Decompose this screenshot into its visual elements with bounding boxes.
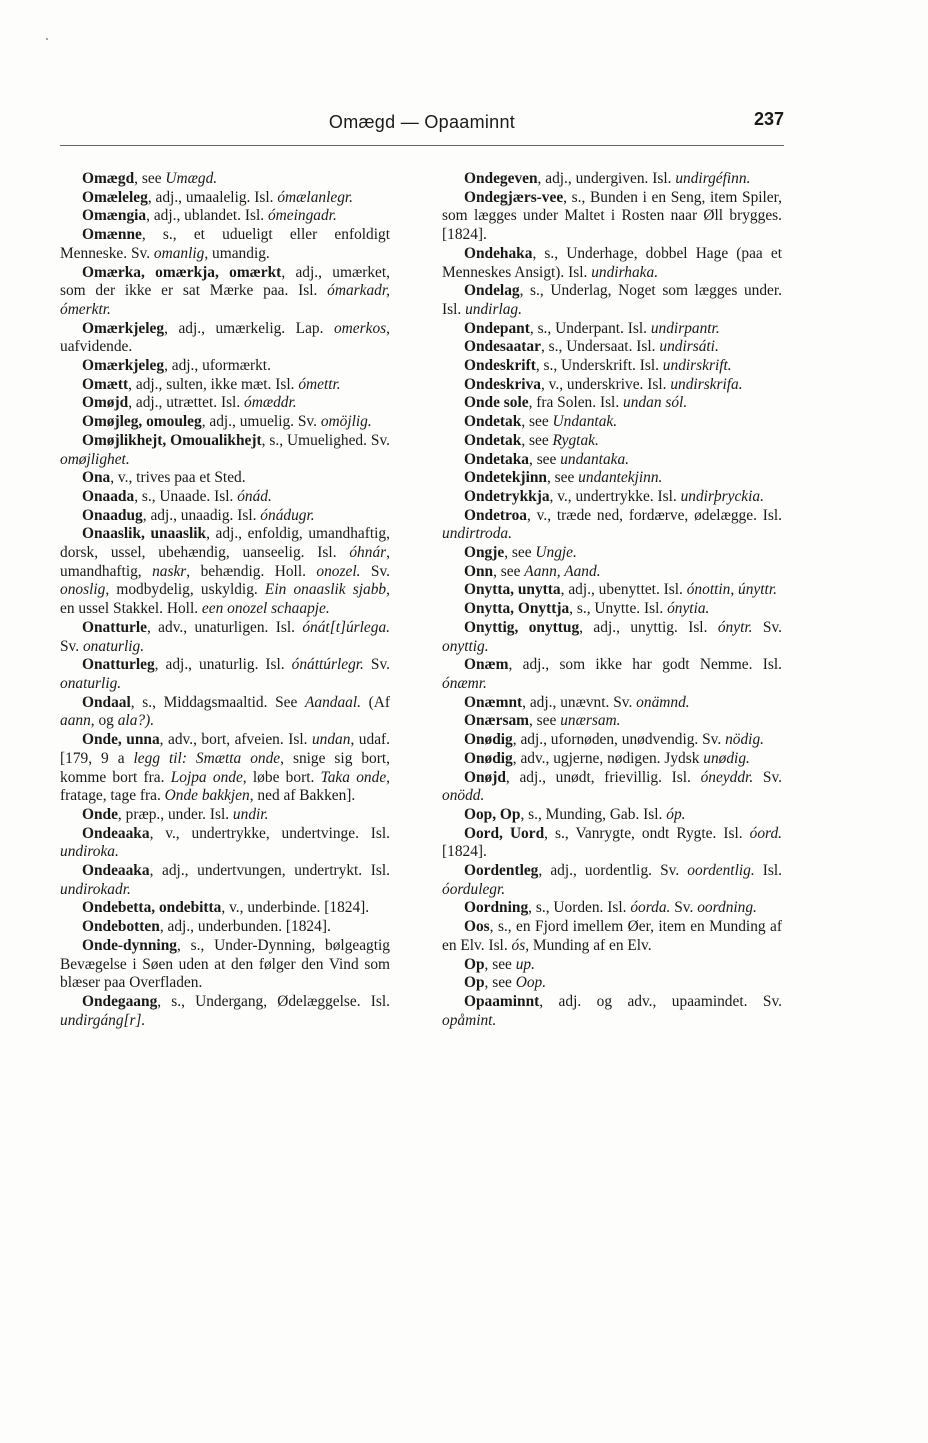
entry-italic: opåmint. — [442, 1011, 497, 1029]
entry-headword: Omøjd — [82, 394, 129, 412]
entry-headword: Onødig — [464, 731, 513, 749]
entry-text: , adj., uformærkt. — [164, 357, 271, 375]
entry-italic: Rygtak. — [552, 431, 599, 449]
entry-text: , s., Unaade. Isl. — [134, 487, 238, 505]
entry-headword: Ondetrykkja — [464, 487, 550, 505]
entry-headword: Ondegeven — [464, 170, 538, 187]
entry-italic: ós — [511, 936, 526, 954]
entry-text: , s., Undergang, Ødelæggelse. Isl. — [157, 992, 390, 1010]
entry-headword: Ondehaka — [464, 244, 533, 262]
entry-text: , adj., undergiven. Isl. — [537, 170, 676, 187]
entry-text: , fratage, tage fra. — [60, 768, 391, 805]
dictionary-entry — [442, 918, 782, 955]
entry-text: , adj., undertvungen, undertrykt. Isl. — [149, 862, 390, 880]
entry-italic: óord. — [749, 824, 782, 842]
entry-italic: Lojpa onde — [170, 768, 243, 786]
entry-headword: Omængia — [82, 207, 147, 225]
entry-text: , see — [546, 469, 579, 487]
dictionary-entry — [442, 619, 782, 656]
entry-italic: onödd. — [442, 787, 485, 805]
entry-headword: Omøjleg, omouleg — [82, 413, 202, 431]
entry-headword: Ondegaang — [82, 992, 158, 1010]
entry-headword: Onødig — [464, 749, 513, 767]
entry-italic: omøjlighet. — [60, 450, 130, 468]
entry-italic: undirtroda. — [442, 525, 512, 543]
entry-headword: Onde-dynning — [82, 936, 177, 954]
entry-italic: Oop. — [515, 974, 547, 992]
entry-headword: Onaadug — [82, 506, 143, 524]
entry-italic: ónád. — [237, 487, 272, 505]
entry-text: , en ussel Stakkel. Holl. — [60, 581, 390, 618]
entry-text: , s., Middagsmaaltid. See — [130, 693, 305, 711]
entry-italic: undirgéfinn. — [675, 170, 751, 187]
dictionary-entry — [60, 507, 390, 526]
dictionary-entry — [60, 993, 390, 1030]
entry-text: , v., undertrykke. Isl. — [549, 487, 681, 505]
dictionary-entry — [442, 376, 782, 395]
entry-headword: Onatturleg — [82, 656, 155, 674]
dictionary-entry — [442, 451, 782, 470]
entry-text: , v., underskrive. Isl. — [540, 375, 671, 393]
entry-italic: onaturlig. — [60, 674, 122, 692]
dictionary-entry — [442, 432, 782, 451]
entry-italic: naskr — [152, 562, 187, 580]
entry-text: (Af — [360, 693, 390, 711]
entry-text: , uafvidende. — [60, 319, 390, 356]
page-number: 237 — [753, 109, 784, 129]
left-column — [60, 170, 390, 1030]
entry-headword: Omærka, omærkja, omærkt — [82, 263, 282, 281]
dictionary-entry — [442, 750, 782, 769]
entry-text: [1824]. — [442, 843, 487, 861]
entry-text: , og — [90, 712, 118, 730]
entry-italic: óneyddr. — [700, 768, 754, 786]
entry-headword: Onæm — [464, 656, 509, 674]
entry-headword: Ondepant — [464, 319, 530, 337]
entry-headword: Onatturle — [82, 618, 147, 636]
dictionary-entry — [60, 170, 390, 189]
header-rule — [60, 145, 784, 146]
entry-headword: Omæleleg — [82, 188, 148, 206]
entry-italic: undiroka. — [60, 843, 119, 861]
entry-text: , ned af Bakken]. — [249, 787, 356, 805]
dictionary-entry — [442, 245, 782, 282]
entry-italic: onozel. — [316, 562, 361, 580]
entry-headword: Onærsam — [464, 712, 529, 730]
dictionary-entry — [442, 899, 782, 918]
right-column — [442, 170, 782, 1030]
entry-text: , see — [521, 413, 553, 431]
dictionary-entry — [442, 731, 782, 750]
entry-headword: Ondegjærs-vee — [464, 188, 564, 206]
entry-text: Sv. — [670, 899, 698, 917]
dictionary-entry — [442, 993, 782, 1030]
entry-italic: ómæddr. — [244, 394, 297, 412]
entry-italic: undirpantr. — [650, 319, 720, 337]
entry-italic: Onde bakkjen — [164, 787, 250, 805]
entry-text: , adj., umaalelig. Isl. — [147, 188, 278, 206]
entry-italic: Ungje. — [535, 544, 577, 562]
entry-headword: Onytta, Onyttja — [464, 600, 570, 618]
entry-headword: Op — [464, 955, 485, 973]
dictionary-entry — [442, 563, 782, 582]
dictionary-entry — [60, 394, 390, 413]
dictionary-entry — [442, 469, 782, 488]
entry-headword: Omænne — [82, 226, 142, 244]
dictionary-entry — [442, 320, 782, 339]
entry-italic: omöjlig. — [320, 413, 372, 431]
entry-headword: Onytta, unytta — [464, 581, 561, 599]
entry-text: , s., Under-Dynning, bølgeagtig Bevægelse i Søen uden at den følger den Vind som blæser paa Overfladen. — [60, 936, 390, 992]
entry-headword: Ondebetta, ondebitta — [82, 899, 222, 917]
entry-text: , s., et udueligt eller enfoldigt Menneske. Sv. — [60, 226, 390, 262]
dictionary-entry — [442, 656, 782, 693]
entry-text: , adj., underbunden. [1824]. — [159, 918, 331, 936]
entry-text: , v., underbinde. [1824]. — [221, 899, 370, 917]
entry-text: , adj., umærkelig. Lap. — [164, 319, 334, 337]
entry-text: , see — [484, 955, 516, 973]
entry-headword: Ondetak — [464, 413, 522, 431]
entry-italic: ómettr. — [298, 375, 341, 393]
entry-text: , fra Solen. Isl. — [528, 394, 624, 412]
entry-headword: Onn — [464, 562, 494, 580]
entry-italic: ómælanlegr. — [277, 188, 354, 206]
entry-text: Isl. — [754, 862, 782, 880]
entry-text: , adj., uordentlig. Sv. — [538, 862, 688, 880]
entry-text: , s., Vanrygte, ondt Rygte. Isl. — [544, 824, 750, 842]
entry-italic: óhnár — [349, 544, 387, 562]
entry-headword: Omægd — [82, 170, 135, 187]
entry-text: , s., Bunden i en Seng, item Spiler, som lægges under Maltet i Rosten naar Øll brygges. [1824]. — [442, 188, 782, 244]
entry-headword: Opaaminnt — [464, 992, 540, 1010]
entry-italic: undan sól. — [623, 394, 688, 412]
entry-italic: óp. — [666, 805, 686, 823]
entry-headword: Ondeskrift — [464, 357, 536, 375]
dictionary-entry — [442, 694, 782, 713]
entry-italic: oordning. — [697, 899, 757, 917]
entry-italic: undirhaka. — [591, 263, 659, 281]
dictionary-entry — [442, 394, 782, 413]
entry-italic: undirlag. — [465, 300, 522, 318]
entry-headword: Op — [464, 974, 485, 992]
entry-text: , adj., ublandet. Isl. — [146, 207, 268, 225]
entry-headword: Onæmnt — [464, 693, 523, 711]
dictionary-entry — [60, 357, 390, 376]
entry-text: , see — [521, 431, 553, 449]
entry-text: , see — [134, 170, 166, 187]
entry-italic: oordentlig. — [687, 862, 755, 880]
entry-text: , adj., unævnt. Sv. — [522, 693, 637, 711]
entry-text: , s., Underpant. Isl. — [529, 319, 651, 337]
entry-text: , adj., ufornøden, unødvendig. Sv. — [512, 731, 726, 749]
entry-italic: ómeingadr. — [267, 207, 337, 225]
dictionary-entry — [60, 694, 390, 731]
entry-headword: Onaaslik, unaaslik — [82, 525, 207, 543]
entry-headword: Onde — [82, 805, 118, 823]
entry-headword: Ondetroa — [464, 506, 527, 524]
entry-italic: undantekjinn. — [578, 469, 663, 487]
entry-headword: Oord, Uord — [464, 824, 545, 842]
entry-italic: ónæmr. — [442, 674, 487, 692]
dictionary-entry — [442, 600, 782, 619]
entry-italic: undirokadr. — [60, 880, 131, 898]
entry-italic: Aann, Aand. — [524, 562, 601, 580]
dictionary-entry — [442, 956, 782, 975]
entry-text: , s., Munding, Gab. Isl. — [520, 805, 667, 823]
entry-headword: Ondeaaka — [82, 824, 150, 842]
entry-text: , præp., under. Isl. — [117, 805, 233, 823]
entry-text: , see — [484, 974, 516, 992]
entry-text: , s., Umuelighed. Sv. — [261, 431, 390, 449]
entry-text: , adv., bort, afveien. Isl. — [159, 731, 312, 749]
dictionary-entry — [442, 170, 782, 189]
entry-headword: Ondebotten — [82, 918, 160, 936]
entry-italic: onyttig. — [442, 637, 489, 655]
entry-italic: Taka onde — [320, 768, 387, 786]
dictionary-entry — [60, 226, 390, 263]
entry-headword: Ondetekjinn — [464, 469, 547, 487]
dictionary-entry — [60, 189, 390, 208]
entry-text: , adv., unaturligen. Isl. — [146, 618, 303, 636]
entry-text: , v., træde ned, fordærve, ødelægge. Isl. — [527, 506, 782, 524]
entry-text: , adj., unaturlig. Isl. — [154, 656, 292, 674]
entry-italic: up. — [515, 955, 535, 973]
entry-italic: ónottin, únyttr. — [686, 581, 777, 599]
entry-text: , adv., ugjerne, nødigen. Jydsk — [512, 749, 704, 767]
entry-italic: onoslig — [60, 581, 106, 599]
dictionary-entry — [442, 282, 782, 319]
entry-headword: Omætt — [82, 375, 129, 393]
dictionary-entry — [60, 918, 390, 937]
entry-text: , adj., enfoldig, umandhaftig, dorsk, ussel, ubehændig, uanseelig. Isl. — [60, 525, 390, 562]
entry-headword: Ondeskriva — [464, 375, 541, 393]
entry-italic: ónádugr. — [260, 506, 315, 524]
entry-text: , adj., som ikke har godt Nemme. Isl. — [508, 656, 782, 674]
entry-italic: undirskrifa. — [670, 375, 743, 393]
entry-italic: ónytia. — [667, 600, 710, 618]
entry-text: , see — [493, 562, 525, 580]
dictionary-entry — [442, 544, 782, 563]
entry-text: , snige sig bort, komme bort fra. — [60, 749, 390, 786]
entry-italic: aann — [60, 712, 91, 730]
entry-headword: Ondeaaka — [82, 862, 150, 880]
dictionary-entry — [442, 825, 782, 862]
entry-italic: Aandaal. — [304, 693, 361, 711]
entry-headword: Ondetaka — [464, 450, 529, 468]
dictionary-entry — [442, 357, 782, 376]
entry-italic: legg til: Smætta onde — [133, 749, 281, 767]
entry-italic: undirsáti. — [659, 338, 719, 356]
entry-italic: undan — [311, 731, 351, 749]
entry-headword: Omærkjeleg — [82, 319, 165, 337]
dictionary-entry — [442, 974, 782, 993]
entry-text: , see — [529, 450, 561, 468]
entry-text: , adj., umærket, som der ikke er sat Mærke paa. Isl. — [60, 263, 390, 300]
entry-italic: undirgáng[r]. — [60, 1011, 146, 1029]
entry-headword: Oordentleg — [464, 862, 539, 880]
entry-italic: onaturlig. — [82, 637, 145, 655]
entry-italic: omerkos — [333, 319, 387, 337]
entry-headword: Omærkjeleg — [82, 357, 165, 375]
entry-text: , adj., unyttig. Isl. — [579, 618, 718, 636]
entry-text: , see — [504, 544, 536, 562]
entry-text: , s., Undersaat. Isl. — [540, 338, 660, 356]
entry-headword: Onde, unna — [82, 731, 160, 749]
dictionary-entry — [442, 769, 782, 806]
entry-italic: ala?). — [117, 712, 155, 730]
entry-text: , Munding af en Elv. — [525, 936, 652, 954]
dictionary-entry — [442, 488, 782, 507]
entry-italic: undantaka. — [560, 450, 630, 468]
dictionary-entry — [442, 581, 782, 600]
entry-text: Sv. — [360, 562, 390, 580]
entry-text: , s., Uorden. Isl. — [528, 899, 631, 917]
entry-text: , modbydelig, uskyldig. — [105, 581, 265, 599]
entry-italic: unødig. — [703, 749, 750, 767]
entry-text: , adj., umuelig. Sv. — [201, 413, 321, 431]
entry-text: Sv. — [60, 637, 83, 655]
entry-headword: Oos — [464, 918, 490, 936]
dictionary-entry — [60, 937, 390, 993]
entry-text: , udaf. [179, 9 a — [60, 731, 391, 767]
entry-italic: undirþryckia. — [680, 487, 764, 505]
entry-italic: Ein onaaslik sjabb — [264, 581, 387, 599]
entry-italic: Undantak. — [552, 413, 618, 431]
entry-text: , adj., unaadig. Isl. — [142, 506, 261, 524]
dictionary-entry — [60, 264, 390, 320]
entry-headword: Oordning — [464, 899, 529, 917]
entry-italic: ónát[t]úrlega. — [302, 618, 390, 636]
entry-headword: Onyttig, onyttug — [464, 618, 580, 636]
entry-italic: óorda. — [630, 899, 671, 917]
entry-italic: ónytr. — [717, 618, 753, 636]
dictionary-entry — [60, 469, 390, 488]
entry-italic: ómarkadr, ómerktr. — [60, 282, 390, 318]
entry-italic: undir. — [232, 805, 269, 823]
scan-speck — [46, 38, 48, 40]
entry-text: , s., Underskrift. Isl. — [535, 357, 663, 375]
entry-text: , s., Unytte. Isl. — [569, 600, 668, 618]
page-header — [60, 109, 784, 142]
entry-headword: Ondetak — [464, 431, 522, 449]
running-head: Omægd — Opaaminnt — [328, 112, 516, 132]
entry-italic: onämnd. — [636, 693, 690, 711]
entry-text: , umandig. — [204, 244, 270, 262]
entry-text: , s., en Fjord imellem Øer, item en Munding af en Elv. Isl. — [442, 918, 782, 954]
dictionary-entry — [60, 525, 390, 619]
dictionary-entry — [442, 413, 782, 432]
entry-headword: Onaada — [82, 487, 135, 505]
dictionary-entry — [60, 207, 390, 226]
entry-italic: een onozel schaapje. — [201, 600, 330, 618]
entry-text: Sv. — [363, 656, 391, 674]
entry-headword: Onøjd — [464, 768, 506, 786]
dictionary-entry — [60, 413, 390, 432]
entry-text: , v., undertrykke, undertvinge. Isl. — [149, 824, 390, 842]
dictionary-entry — [60, 376, 390, 395]
entry-text: , adj., utrættet. Isl. — [128, 394, 245, 412]
dictionary-entry — [60, 825, 390, 862]
entry-italic: nödig. — [725, 731, 764, 749]
entry-text: Sv. — [752, 618, 782, 636]
entry-text: Sv. — [753, 768, 782, 786]
entry-text: , adj., unødt, frievillig. Isl. — [505, 768, 701, 786]
entry-headword: Ondaal — [82, 693, 131, 711]
entry-text: , adj., ubenyttet. Isl. — [560, 581, 687, 599]
dictionary-entry — [442, 338, 782, 357]
entry-text: , s., Underlag, Noget som lægges under. Isl. — [442, 282, 782, 318]
entry-italic: Umægd. — [165, 170, 218, 187]
entry-italic: omanlig — [153, 244, 205, 262]
dictionary-entry — [60, 899, 390, 918]
dictionary-entry — [60, 320, 390, 357]
entry-italic: ónáttúrlegr. — [291, 656, 364, 674]
entry-headword: Omøjlikhejt, Omoualikhejt — [82, 431, 262, 449]
dictionary-entry — [60, 731, 390, 806]
entry-text: , umandhaftig, — [60, 544, 390, 580]
entry-text: , adj. og adv., upaamindet. Sv. — [539, 992, 782, 1010]
entry-text: , see — [528, 712, 561, 730]
dictionary-entry — [60, 619, 390, 656]
dictionary-entry — [60, 806, 390, 825]
dictionary-entry — [442, 712, 782, 731]
dictionary-entry — [442, 806, 782, 825]
dictionary-entry — [60, 862, 390, 899]
entry-italic: unærsam. — [560, 712, 621, 730]
entry-text: , s., Underhage, dobbel Hage (paa et Menneskes Ansigt). Isl. — [442, 244, 782, 281]
entry-italic: óordulegr. — [442, 880, 506, 898]
entry-headword: Ondelag — [464, 282, 520, 300]
entry-italic: undirskrift. — [662, 357, 732, 375]
entry-text: , behændig. Holl. — [186, 562, 317, 580]
entry-headword: Ondesaatar — [464, 338, 541, 356]
entry-headword: Ona — [82, 469, 111, 487]
entry-headword: Ongje — [464, 544, 505, 562]
dictionary-entry — [60, 656, 390, 693]
dictionary-entry — [60, 432, 390, 469]
dictionary-entry — [442, 507, 782, 544]
dictionary-entry — [442, 862, 782, 899]
dictionary-entry — [442, 189, 782, 245]
dictionary-entry — [60, 488, 390, 507]
entry-text: , adj., sulten, ikke mæt. Isl. — [128, 375, 299, 393]
entry-headword: Onde sole — [464, 394, 529, 412]
entry-text: , v., trives paa et Sted. — [110, 469, 246, 487]
entry-text: , løbe bort. — [242, 768, 321, 786]
entry-headword: Oop, Op — [464, 805, 521, 823]
